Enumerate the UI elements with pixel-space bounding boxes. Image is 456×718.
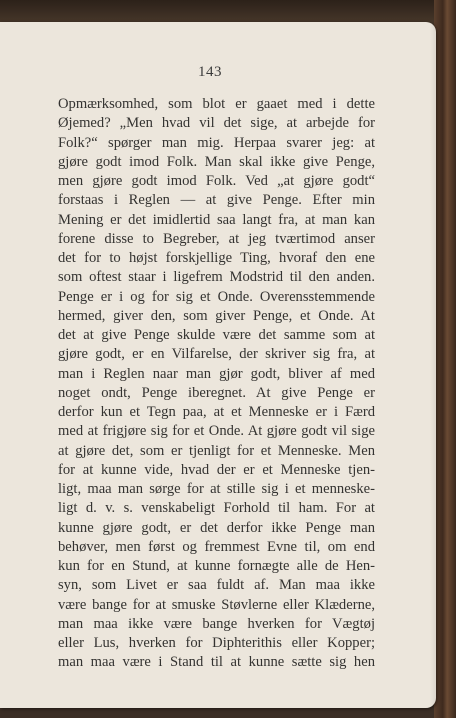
text-line: Folk?“ spørger man mig. Herpaa svarer jeg: at	[58, 134, 375, 151]
text-line: ligt d. v. s. venskabeligt Forhold til ham. For at	[58, 500, 375, 517]
text-line: kunne gjøre godt, er det derfor ikke Penge man	[58, 519, 375, 536]
page-edge-shadow	[430, 22, 436, 708]
text-line: som oftest staar i ligefrem Modstrid til den anden.	[58, 269, 375, 286]
text-line: forene disse to Begreber, at jeg tværtimod anser	[58, 230, 375, 247]
text-line: man maa være i Stand til at kunne sætte sig hen	[58, 654, 375, 671]
text-line: noget ondt, Penge iberegnet. At give Penge er	[58, 384, 375, 401]
text-line: kun for en Stund, at kunne fornægte alle de Hen-	[58, 558, 375, 574]
text-line: for at kunne vide, hvad der er et Menneske tjen-	[58, 461, 375, 478]
text-line: ligt, maa man sørge for at stille sig i et menneske-	[58, 481, 375, 497]
text-line: gjøre godt imod Folk. Man skal ikke give Penge,	[58, 153, 375, 170]
text-line: forstaas i Reglen — at give Penge. Efter min	[58, 192, 375, 209]
text-line: behøver, men først og fremmest Evne til, om end	[58, 538, 375, 555]
book-page	[0, 22, 436, 708]
text-line: det for to højst forskjellige Ting, hvoraf den ene	[58, 250, 375, 266]
text-line: med at frigjøre sig for et Onde. At gjøre godt vil sige	[58, 423, 375, 440]
text-line: Øjemed? „Men hvad vil det sige, at arbejde for	[58, 115, 375, 132]
text-line: eller Lus, hverken for Diphterithis eller Kopper;	[58, 635, 375, 651]
text-line: gjøre godt, er en Vilfarelse, der skriver sig fra, at	[58, 346, 375, 363]
text-line: men gjøre godt imod Folk. Ved „at gjøre godt“	[58, 173, 375, 189]
text-line: derfor kun et Tegn paa, at et Menneske er i Færd	[58, 404, 375, 420]
text-line: hermed, giver den, som giver Penge, et Onde. At	[58, 307, 375, 324]
text-line: man i Reglen naar man gjør godt, bliver af med	[58, 365, 375, 382]
text-line: Opmærksomhed, som blot er gaaet med i dette	[58, 96, 375, 112]
text-line: det at give Penge skulde være det samme som at	[58, 327, 375, 343]
text-line: Penge er i og for sig et Onde. Overensstemmende	[58, 288, 375, 305]
text-line: man maa ikke være bange hverken for Vægtøj	[58, 615, 375, 632]
page-number: 143	[198, 64, 222, 80]
text-line: syn, som Livet er saa fuldt af. Man maa ikke	[58, 577, 375, 594]
book-spine-edge	[434, 0, 456, 718]
body-text	[58, 95, 375, 673]
text-line: være bange for at smuske Støvlerne eller Klæderne,	[58, 596, 375, 613]
text-line: Mening er det imidlertid saa langt fra, at man kan	[58, 211, 375, 228]
text-line: at gjøre det, som er tjenligt for et Menneske. Men	[58, 442, 375, 459]
